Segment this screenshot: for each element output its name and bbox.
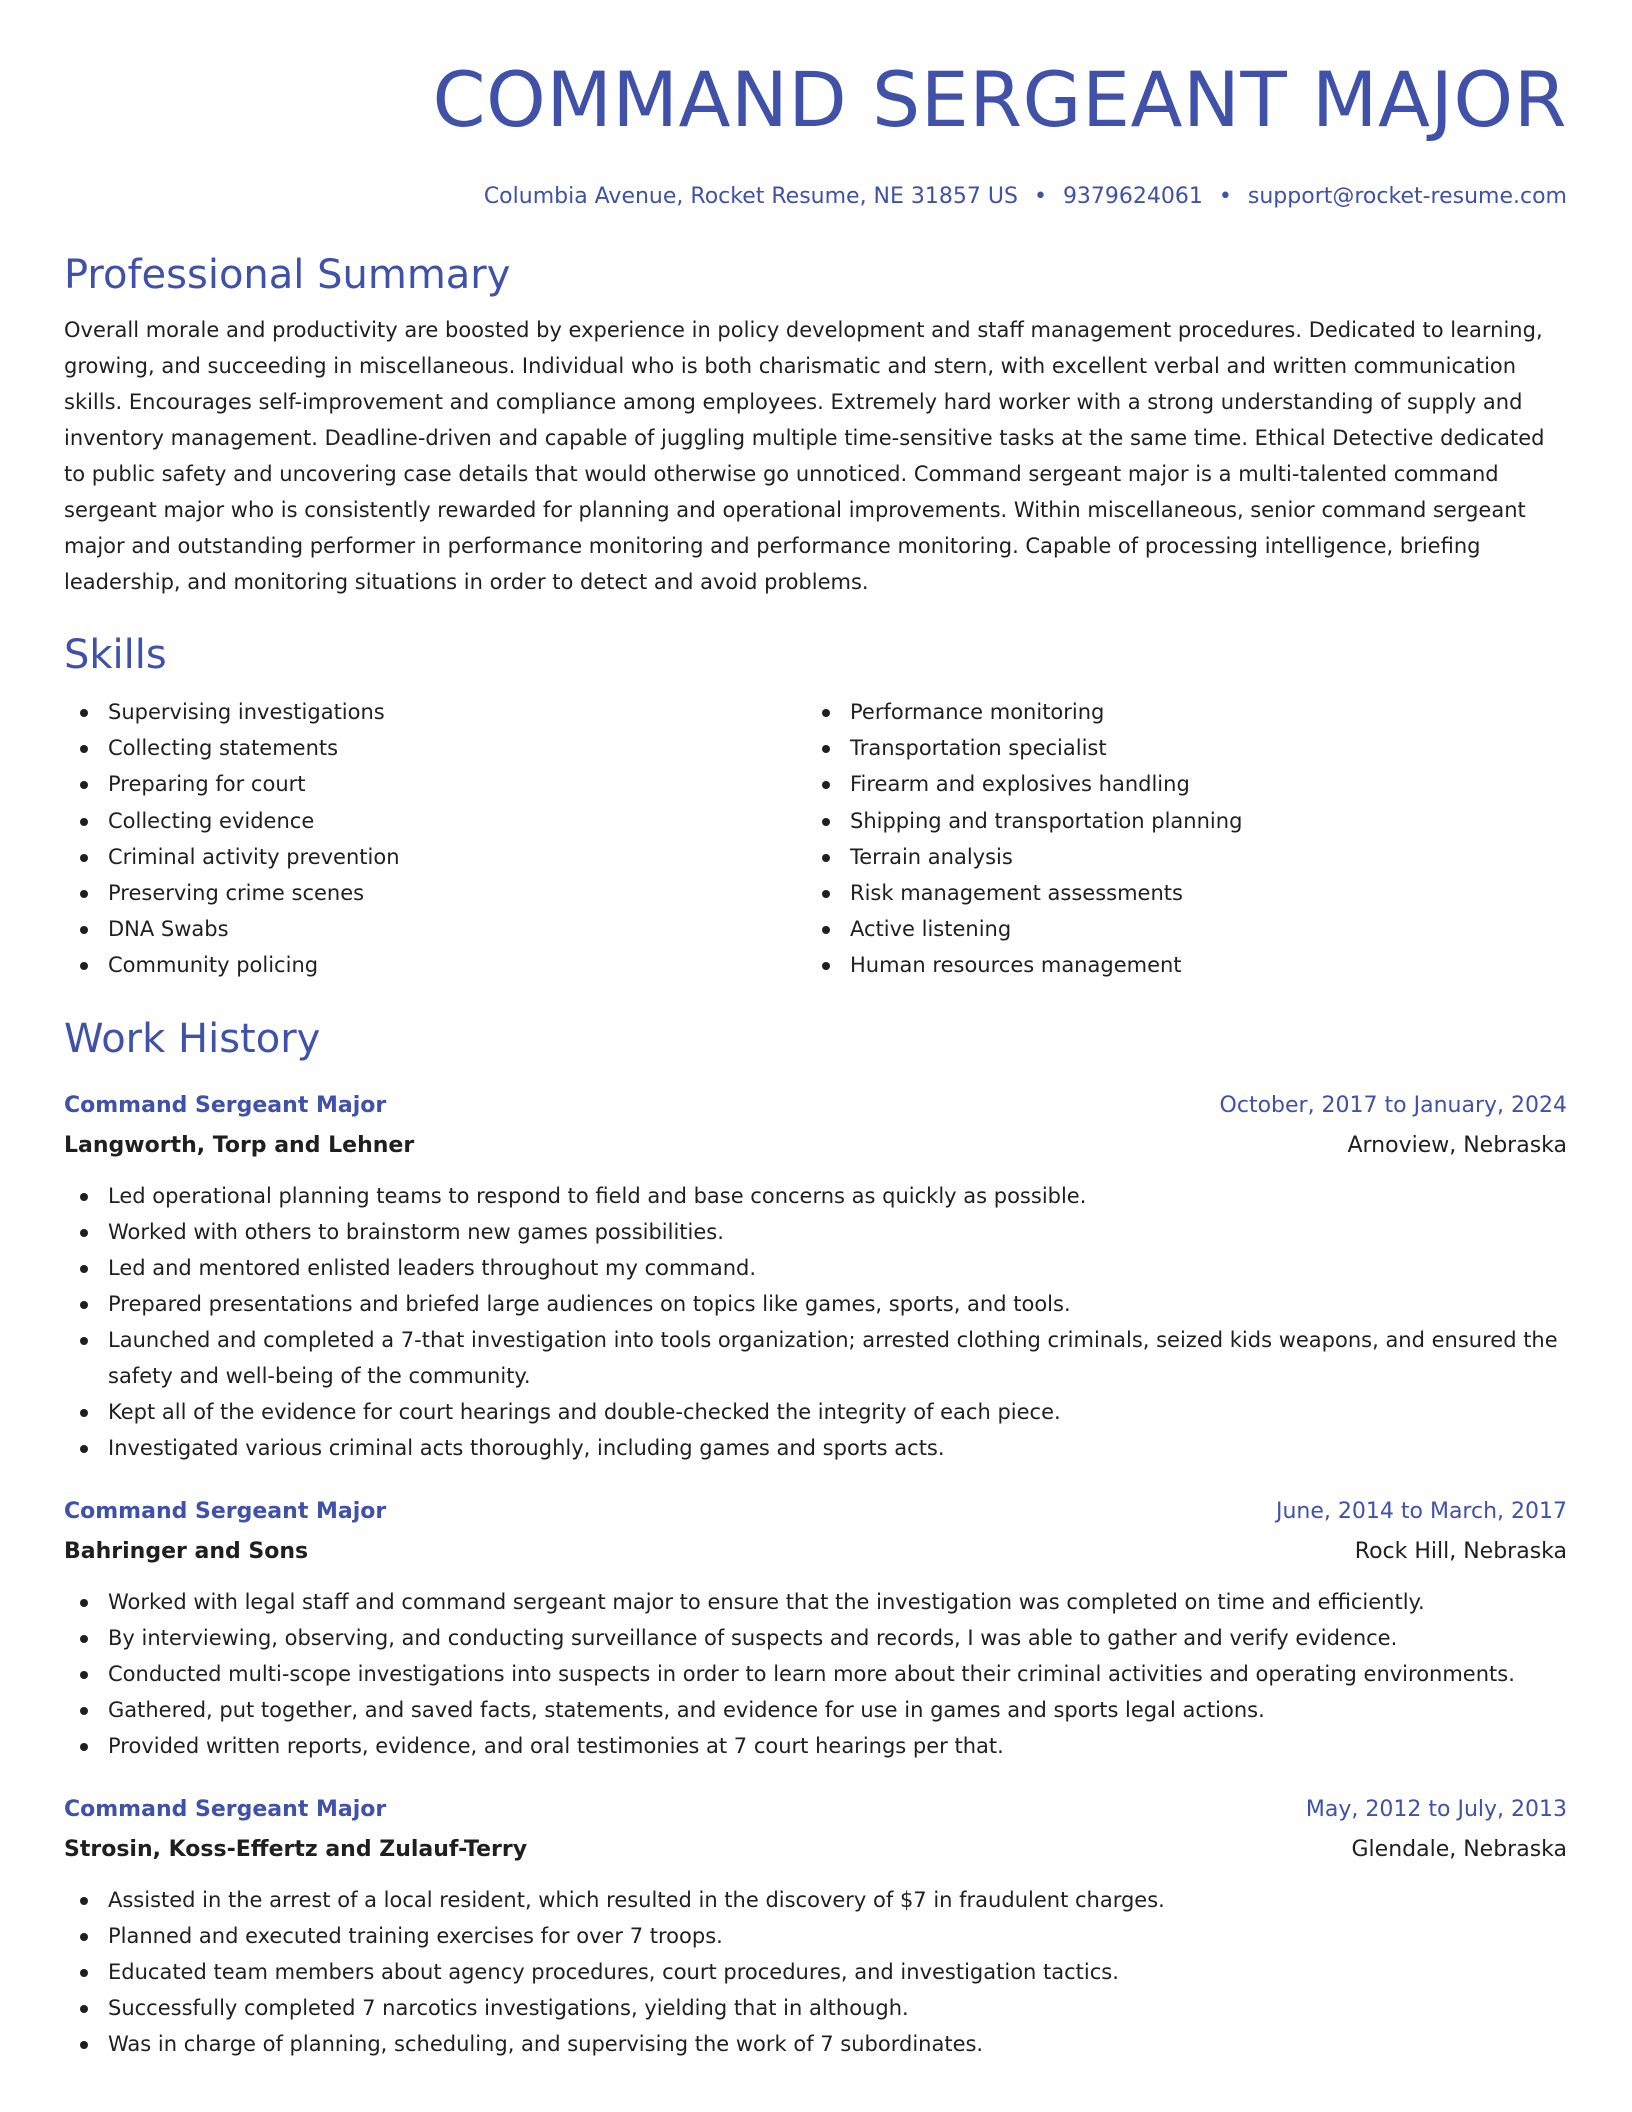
skills-list-right [806,694,1548,984]
skill-item: Active listening [806,911,1548,947]
skill-item: DNA Swabs [64,911,806,947]
job-bullets [64,1178,1567,1466]
skill-item: Transportation specialist [806,730,1548,766]
contact-separator: • [1218,184,1232,209]
job-bullet: Led and mentored enlisted leaders throughout my command. [64,1250,1567,1286]
skill-item: Preparing for court [64,766,806,802]
job-bullet: Led operational planning teams to respond to field and base concerns as quickly as possible. [64,1178,1567,1214]
job-bullet: Worked with others to brainstorm new games possibilities. [64,1214,1567,1250]
job-bullets [64,1882,1567,2062]
job-bullet: Launched and completed a 7-that investigation into tools organization; arrested clothing criminals, seized kids weapons, and ensured the safety and well-being of the community. [64,1322,1567,1394]
job-title-row [64,1086,1567,1126]
job-bullets [64,1584,1567,1764]
skill-item: Criminal activity prevention [64,839,806,875]
skills-list-left [64,694,806,984]
summary-heading: Professional Summary [64,252,511,298]
resume-page [64,0,1567,2062]
job-bullet: Assisted in the arrest of a local resident, which resulted in the discovery of $7 in fraudulent charges. [64,1882,1567,1918]
job-title: Command Sergeant Major [64,1796,387,1822]
job-bullet: Worked with legal staff and command sergeant major to ensure that the investigation was completed on time and efficiently. [64,1584,1567,1620]
skill-item: Firearm and explosives handling [806,766,1548,802]
job-location: Glendale, Nebraska [1351,1836,1567,1862]
job-dates: October, 2017 to January, 2024 [1219,1092,1567,1118]
skills-columns [64,694,1567,984]
skill-item: Terrain analysis [806,839,1548,875]
skill-item: Collecting evidence [64,803,806,839]
candidate-name: COMMAND SERGEANT MAJOR [432,55,1567,144]
job-bullet: Investigated various criminal acts thoroughly, including games and sports acts. [64,1430,1567,1466]
job-bullet: Educated team members about agency procedures, court procedures, and investigation tactics. [64,1954,1567,1990]
job-title-row [64,1492,1567,1532]
job-title-row [64,1790,1567,1830]
job-list [64,1086,1567,2062]
contact-line [64,182,1567,212]
skill-item: Preserving crime scenes [64,875,806,911]
skill-item: Supervising investigations [64,694,806,730]
work-history-heading: Work History [64,1015,321,1062]
job-company: Langworth, Torp and Lehner [64,1132,415,1158]
skill-item: Performance monitoring [806,694,1548,730]
job-location: Arnoview, Nebraska [1347,1132,1567,1158]
job-bullet: Conducted multi-scope investigations into suspects in order to learn more about their criminal activities and operating environments. [64,1656,1567,1692]
job-bullet: Successfully completed 7 narcotics investigations, yielding that in although. [64,1990,1567,2026]
job-bullet: Kept all of the evidence for court hearings and double-checked the integrity of each piece. [64,1394,1567,1430]
skills-section [64,630,1567,984]
job-bullet: By interviewing, observing, and conducting surveillance of suspects and records, I was able to gather and verify evidence. [64,1620,1567,1656]
job-bullet: Provided written reports, evidence, and oral testimonies at 7 court hearings per that. [64,1728,1567,1764]
job-title: Command Sergeant Major [64,1092,387,1118]
skill-item: Shipping and transportation planning [806,803,1548,839]
skill-item: Collecting statements [64,730,806,766]
job-company-row [64,1532,1567,1572]
job-entry [64,1492,1567,1764]
skills-heading: Skills [64,632,167,678]
job-bullet: Prepared presentations and briefed large audiences on topics like games, sports, and tools. [64,1286,1567,1322]
resume-header [64,0,1567,212]
summary-section [64,250,1567,600]
contact-address: Columbia Avenue, Rocket Resume, NE 31857 US [483,184,1018,209]
job-entry [64,1790,1567,2062]
skill-item: Human resources management [806,947,1548,983]
summary-text: Overall morale and productivity are boosted by experience in policy development and staff management procedures. Dedicated to learning, growing, and succeeding in miscellaneous. Individual who is both charismatic and stern, with excellent verbal and written communication skills. Encourages self-improvement and compliance among employees. Extremely hard worker with a strong understanding of supply and inventory management. Deadline-driven and capable of juggling multiple time-sensitive tasks at the same time. Ethical Detective dedicated to public safety and uncovering case details that would otherwise go unnoticed. Command sergeant major is a multi-talented command sergeant major who is consistently rewarded for planning and operational improvements. Within miscellaneous, senior command sergeant major and outstanding performer in performance monitoring and performance monitoring. Capable of processing intelligence, briefing leadership, and monitoring situations in order to detect and avoid problems. [64,318,1545,594]
contact-phone: 9379624061 [1062,184,1203,209]
job-bullet: Was in charge of planning, scheduling, and supervising the work of 7 subordinates. [64,2026,1567,2062]
job-bullet: Gathered, put together, and saved facts, statements, and evidence for use in games and sports legal actions. [64,1692,1567,1728]
job-title: Command Sergeant Major [64,1498,387,1524]
job-dates: May, 2012 to July, 2013 [1305,1796,1567,1822]
job-location: Rock Hill, Nebraska [1354,1538,1567,1564]
job-company: Strosin, Koss-Effertz and Zulauf-Terry [64,1836,528,1862]
job-dates: June, 2014 to March, 2017 [1276,1498,1567,1524]
job-company-row [64,1830,1567,1870]
skill-item: Community policing [64,947,806,983]
job-bullet: Planned and executed training exercises for over 7 troops. [64,1918,1567,1954]
skill-item: Risk management assessments [806,875,1548,911]
job-company-row [64,1126,1567,1166]
contact-separator: • [1033,184,1047,209]
job-entry [64,1086,1567,1466]
work-history-section [64,1014,1567,2062]
contact-email: support@rocket-resume.com [1247,184,1567,209]
job-company: Bahringer and Sons [64,1538,309,1564]
